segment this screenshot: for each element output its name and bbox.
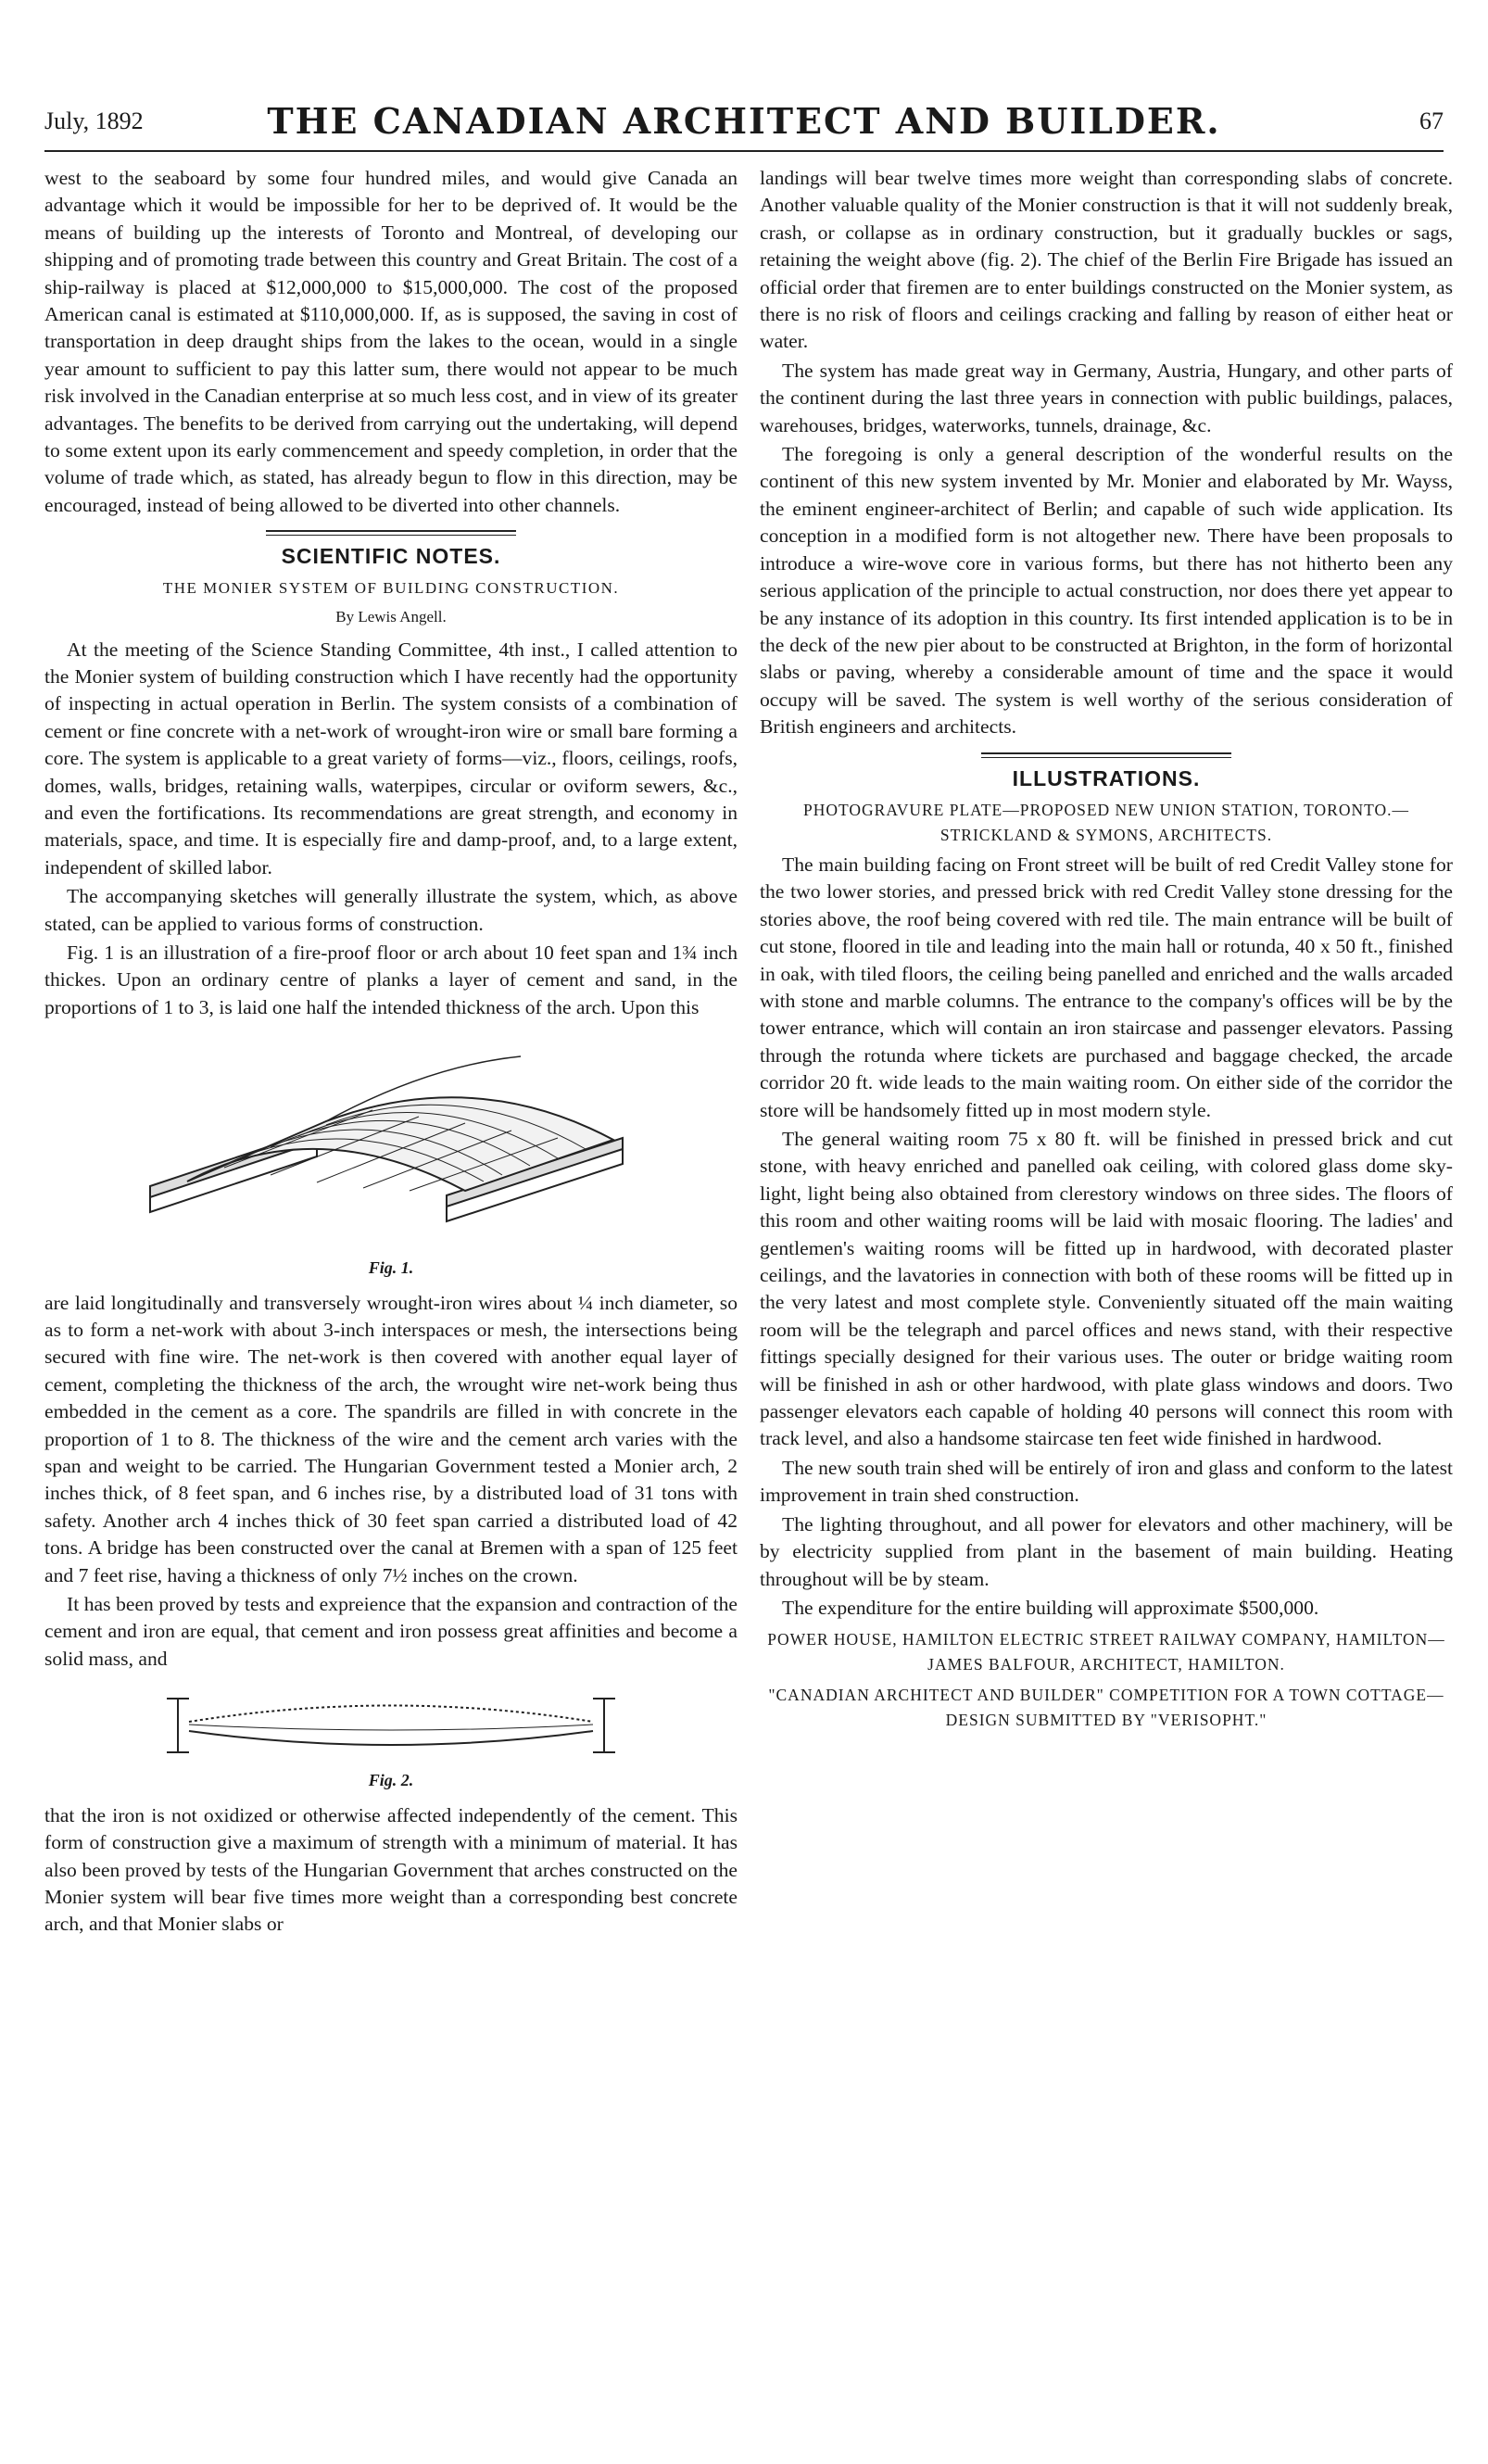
paragraph: west to the seaboard by some four hundred miles, and would give Canada an advantage which it would be impossible for her to be deprived of. It would be the means of building up the interests of Toronto and Montreal, of developing our shipping and of promoting trade between this country and Great Britain. The cost of a ship-railway is placed at $12,000,000 to $15,000,000. The cost of the proposed American canal is estimated at $110,000,000. If, as is supposed, the saving in cost of transportation in deep draught ships from the lakes to the ocean, would in a single year amount to sufficient to pay this latter sum, there would not appear to be much risk involved in the Canadian enterprise at so much less cost, and in view of its greater advantages. The benefits to be derived from carrying out the undertaking, will depend to some extent upon its early commencement and speedy completion, in order that the volume of trade which, as stated, has already begun to flow in this direction, may be encouraged, instead of being allowed to be diverted into other channels. [44, 167, 738, 516]
paragraph: The general waiting room 75 x 80 ft. will be finished in pressed brick and cut stone, with heavy enriched and panelled oak ceiling, with colored glass dome sky-light, light being also obtained from clerestory windows on three sides. The floors of this room and other waiting rooms will be laid with mosaic flooring. The ladies' and gentlemen's waiting rooms will be fitted up in hardwood, with decorated plaster ceilings, and the lavatories in connection with both of these rooms will be fitted up in the very latest and most complete style. Conveniently situated off the main waiting room will be the telegraph and parcel offices and news stand, with their respective fittings specially designed for their various uses. The outer or bridge waiting room will be finished in ash or other hardwood, with plate glass windows and doors. Two passenger elevators each capable of holding 40 persons will connect this room with track level, and also a handsome staircase ten feet wide finished in hardwood. [760, 1128, 1453, 1450]
paragraph: The new south train shed will be entirely of iron and glass and conform to the latest improvement in train shed construction. [760, 1456, 1453, 1507]
left-column [44, 165, 738, 1940]
article-title: THE MONIER SYSTEM OF BUILDING CONSTRUCTION. [162, 578, 620, 597]
page-number: 67 [1419, 107, 1444, 134]
arch-floor-illustration [132, 1029, 650, 1251]
section-heading: SCIENTIFIC NOTES. [281, 544, 501, 569]
header-rule [44, 150, 1444, 152]
figure-2 [44, 1680, 738, 1763]
power-house-title: POWER HOUSE, HAMILTON ELECTRIC STREET RAILWAY COMPANY, HAMILTON—JAMES BALFOUR, ARCHITECT, HAMILTON. [767, 1630, 1445, 1674]
section-divider [981, 752, 1231, 758]
paragraph: Fig. 1 is an illustration of a fire-proof floor or arch about 10 feet span and 1¾ inch thickes. Upon an ordinary centre of planks a layer of cement and sand, in the proportions of 1 to 3, is laid one half the intended thickness of the arch. Upon this [44, 941, 738, 1018]
paragraph: landings will bear twelve times more weight than corresponding slabs of concrete. Another valuable quality of the Monier construction is that it will not suddenly break, crash, or collapse as in ordinary construction, but it gradually buckles or sags, retaining the weight above (fig. 2). The chief of the Berlin Fire Brigade has issued an official order that firemen are to enter buildings constructed on the Monier system, as there is no risk of floors and ceilings cracking and falling by reason of either heat or water. [760, 167, 1453, 353]
issue-date: July, 1892 [44, 107, 144, 134]
section-divider [266, 530, 516, 536]
paragraph: The main building facing on Front street will be built of red Credit Valley stone for the two lower stories, and pressed brick with red Credit Valley stone dressing for the stories above, the roof being covered with red tile. The main entrance will be built of cut stone, floored in tile and leading into the main hall or rotunda, 40 x 50 ft., finished in oak, with tiled floors, the ceiling being panelled and enriched and the walls arcaded with stone and marble columns. The entrance to the company's offices will be by the tower entrance, which will contain an iron staircase and passenger elevators. Passing through the rotunda where tickets are purchased and baggage checked, the arcade corridor 20 ft. wide leads to the main waiting room. On either side of the corridor the store will be handsomely fitted up in most modern style. [760, 853, 1453, 1121]
paragraph: The system has made great way in Germany, Austria, Hungary, and other parts of the continent during the last three years in connection with public buildings, palaces, warehouses, bridges, waterworks, tunnels, drainage, &c. [760, 359, 1453, 436]
paragraph: At the meeting of the Science Standing Committee, 4th inst., I called attention to the Monier system of building construction which I have recently had the opportunity of inspecting in actual operation in Berlin. The system consists of a combination of cement or fine concrete with a net-work of wrought-iron wire or small bare forming a core. The system is applicable to a great variety of forms—viz., floors, ceilings, roofs, domes, walls, bridges, retaining walls, waterpipes, circular or oviform sewers, &c., and even the fortifications. Its recommendations are great strength, and economy in materials, space, and time. It is especially fire and damp-proof, and, to a large extent, independent of skilled labor. [44, 638, 738, 878]
competition-title: "CANADIAN ARCHITECT AND BUILDER" COMPETITION FOR A TOWN COTTAGE—DESIGN SUBMITTED BY "VERISOPHT." [768, 1686, 1444, 1730]
paragraph: The expenditure for the entire building will approximate $500,000. [782, 1596, 1319, 1619]
paragraph: It has been proved by tests and expreience that the expansion and contraction of the cement and iron are equal, that cement and iron possess great affinities and become a solid mass, and [44, 1593, 738, 1670]
paragraph: The lighting throughout, and all power for elevators and other machinery, will be by electricity supplied from plant in the basement of main building. Heating throughout will be by steam. [760, 1512, 1453, 1590]
section-heading: ILLUSTRATIONS. [1012, 765, 1201, 790]
sagging-arch-illustration [141, 1680, 641, 1763]
figure-2-caption: Fig. 2. [368, 1771, 414, 1790]
paragraph: The accompanying sketches will generally illustrate the system, which, as above stated, can be applied to various forms of construction. [44, 885, 738, 935]
byline: By Lewis Angell. [335, 608, 447, 626]
paragraph: The foregoing is only a general description of the wonderful results on the continent of this new system invented by Mr. Monier and elaborated by Mr. Wayss, the eminent engineer-architect of Berlin; and capable of such wide application. Its conception in a modified form is not altogether new. There have been proposals to introduce a wire-wove core in various forms, but there has not hitherto been any serious application of the principle to actual construction, nor does there yet appear to be any instance of its adoption in this country. Its first intended application is to be in the deck of the new pier about to be constructed at Brighton, in the form of horizontal slabs or paving, whereby a considerable amount of time and the space it would occupy will be saved. The system is well worthy of the serious consideration of British engineers and architects. [760, 443, 1453, 739]
paragraph: that the iron is not oxidized or otherwise affected independently of the cement. This form of construction give a maximum of strength with a minimum of material. It has also been proved by tests of the Hungarian Government that arches constructed on the Monier system will bear five times more weight than a corresponding best concrete arch, and that Monier slabs or [44, 1803, 738, 1936]
running-header [44, 100, 1444, 148]
journal-title: THE CANADIAN ARCHITECT AND BUILDER. [267, 100, 1221, 142]
right-column [760, 165, 1453, 1737]
plate-title: PHOTOGRAVURE PLATE—PROPOSED NEW UNION STATION, TORONTO.—STRICKLAND & SYMONS, ARCHITECTS. [802, 800, 1410, 844]
figure-1 [44, 1029, 738, 1251]
figure-1-caption: Fig. 1. [368, 1258, 414, 1278]
paragraph: are laid longitudinally and transversely wrought-iron wires about ¼ inch diameter, so as to form a net-work with about 3-inch interspaces or mesh, the intersections being secured with fine wire. The net-work is then covered with another equal layer of cement, completing the thickness of the arch, the wrought wire net-work being thus embedded in the cement as a core. The spandrils are filled in with concrete in the proportion of 1 to 8. The thickness of the wire and the cement arch varies with the span and weight to be carried. The Hungarian Government tested a Monier arch, 2 inches thick, of 8 feet span, and 6 inches rise, by a distributed load of 31 tons with safety. Another arch 4 inches thick of 30 feet span carried a distributed load of 42 tons. A bridge has been constructed over the canal at Bremen with a span of 125 feet and 7 feet rise, having a thickness of only 7½ inches on the crown. [44, 1291, 738, 1586]
